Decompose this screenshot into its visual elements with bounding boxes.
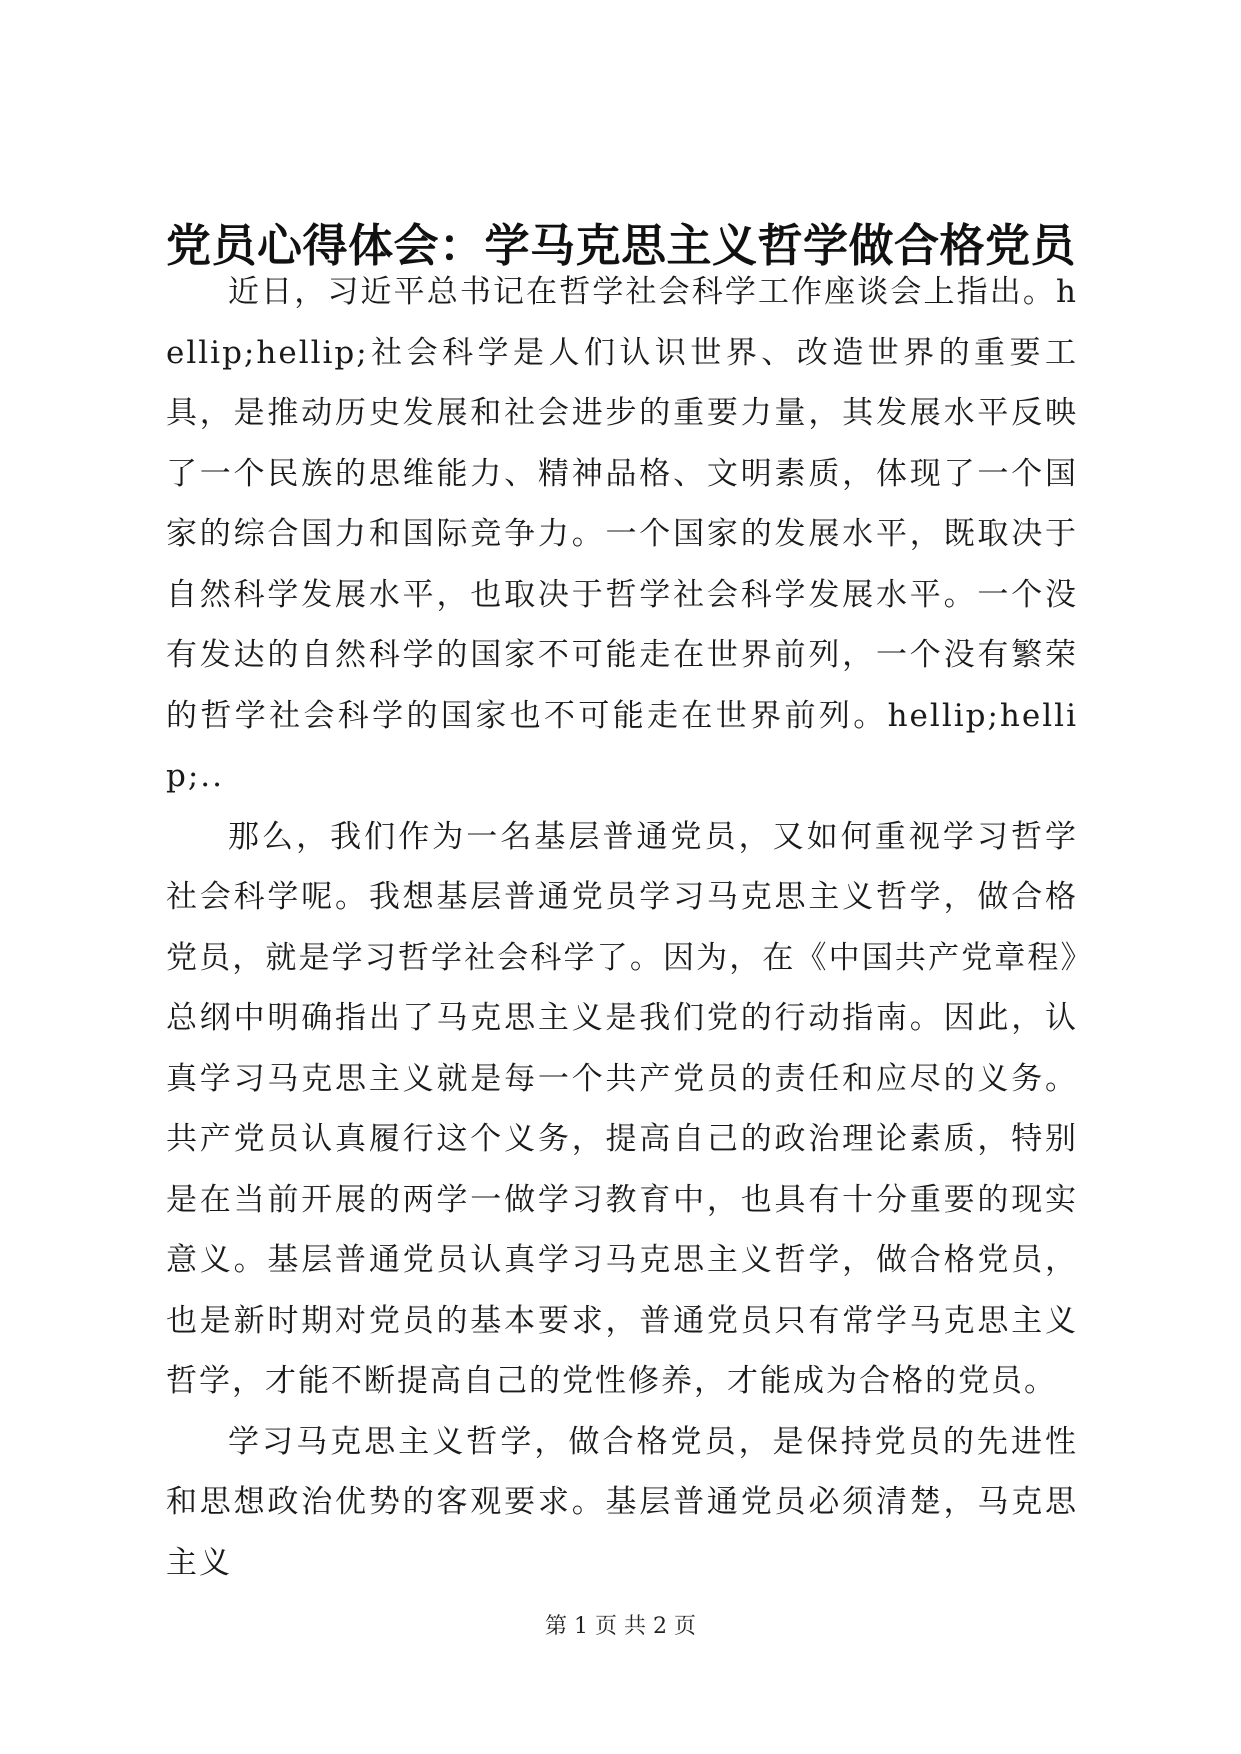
document-title: 党员心得体会：学马克思主义哲学做合格党员 [166,219,1077,272]
paragraph-2: 那么，我们作为一名基层普通党员，又如何重视学习哲学社会科学呢。我想基层普通党员学习马克思主义哲学，做合格党员，就是学习哲学社会科学了。因为，在《中国共产党章程》总纲中明确指出了马克思主义是我们党的行动指南。因此，认真学习马克思主义就是每一个共产党员的责任和应尽的义务。共产党员认真履行这个义务，提高自己的政治理论素质，特别是在当前开展的两学一做学习教育中，也具有十分重要的现实意义。基层普通党员认真学习马克思主义哲学，做合格党员，也是新时期对党员的基本要求，普通党员只有常学马克思主义哲学，才能不断提高自己的党性修养，才能成为合格的党员。 [166,818,1078,1399]
paragraph-1: 近日，习近平总书记在哲学社会科学工作座谈会上指出。hellip;hellip;社会科学是人们认识世界、改造世界的重要工具，是推动历史发展和社会进步的重要力量，其发展水平反映了一个民族的思维能力、精神品格、文明素质，体现了一个国家的综合国力和国际竞争力。一个国家的发展水平，既取决于自然科学发展水平，也取决于哲学社会科学发展水平。一个没有发达的自然科学的国家不可能走在世界前列，一个没有繁荣的哲学社会科学的国家也不可能走在世界前列。hellip;hellip;.. [166,274,1078,794]
page-footer [0,1612,1241,1642]
paragraph-3: 学习马克思主义哲学，做合格党员，是保持党员的先进性和思想政治优势的客观要求。基层普通党员必须清楚，马克思主义 [166,1423,1078,1581]
page-number-label: 第 1 页 共 2 页 [545,1614,696,1639]
document-body [166,262,1078,1593]
